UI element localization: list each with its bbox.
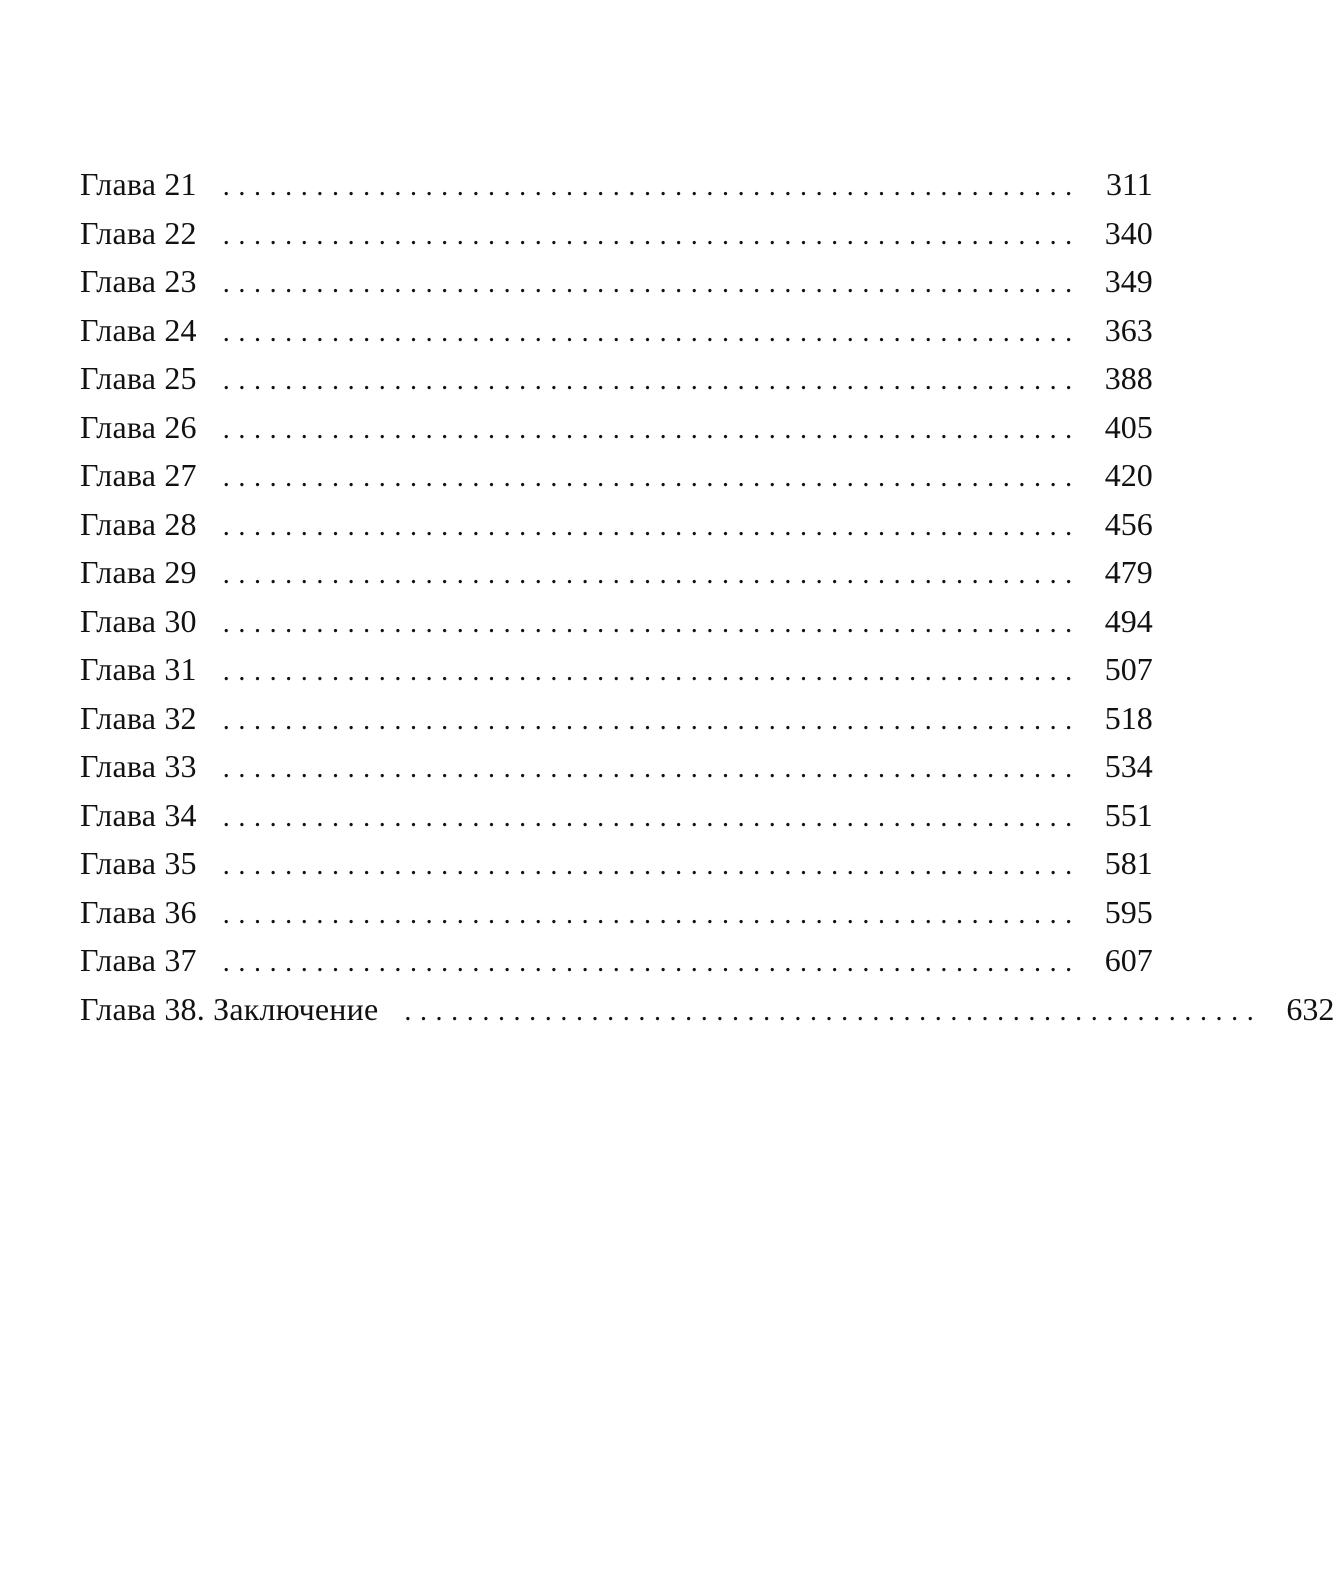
toc-entry	[80, 748, 1153, 797]
dot-leader: .......................................................	[222, 898, 1081, 930]
page-number: 456	[1104, 505, 1153, 542]
chapter-title: Глава 24	[80, 311, 197, 348]
page-number: 632	[1286, 990, 1334, 1027]
toc-entry	[80, 942, 1153, 991]
chapter-title: Глава 36	[80, 893, 197, 930]
dot-leader: .......................................................	[222, 753, 1081, 784]
page-number: 311	[1105, 166, 1153, 202]
chapter-title: Глава 37	[80, 942, 197, 978]
page-number: 518	[1104, 699, 1153, 736]
dot-leader: .......................................................	[222, 559, 1081, 590]
dot-leader: .......................................................	[222, 850, 1081, 881]
toc-entry	[80, 457, 1153, 506]
chapter-title: Глава 33	[80, 748, 197, 784]
dot-leader: .......................................................	[222, 365, 1081, 396]
page-number: 595	[1104, 893, 1153, 930]
toc-entry	[80, 554, 1153, 603]
page-number: 507	[1104, 651, 1153, 687]
dot-leader: .......................................................	[222, 510, 1081, 542]
table-of-contents	[80, 166, 1334, 1039]
page-number: 607	[1104, 942, 1153, 978]
toc-entry	[80, 166, 1153, 215]
dot-leader: .......................................................	[222, 801, 1081, 833]
dot-leader: .......................................................	[222, 413, 1081, 445]
toc-entry	[80, 360, 1153, 409]
chapter-title: Глава 30	[80, 602, 197, 639]
toc-entry	[80, 505, 1153, 555]
chapter-title: Глава 25	[80, 360, 197, 396]
page-number: 494	[1104, 602, 1153, 639]
toc-entry	[80, 651, 1153, 700]
toc-entry	[80, 214, 1153, 264]
dot-leader: .......................................................	[222, 268, 1081, 299]
toc-entry	[80, 845, 1153, 894]
page-number: 581	[1104, 845, 1153, 881]
dot-leader: .......................................................	[222, 219, 1081, 251]
chapter-title: Глава 21	[80, 166, 197, 202]
page-number: 479	[1104, 554, 1153, 590]
page-number: 534	[1104, 748, 1153, 784]
chapter-title: Глава 23	[80, 263, 197, 299]
toc-entry	[80, 796, 1153, 846]
dot-leader: .......................................................	[222, 656, 1081, 687]
dot-leader: .......................................................	[222, 947, 1081, 978]
chapter-title: Глава 29	[80, 554, 197, 590]
page-number: 340	[1104, 214, 1153, 251]
toc-entry	[80, 311, 1153, 361]
chapter-title: Глава 28	[80, 505, 197, 542]
dot-leader: .......................................................	[222, 462, 1081, 493]
dot-leader: .......................................................	[404, 995, 1263, 1027]
page-number: 349	[1104, 263, 1153, 299]
toc-entry	[80, 263, 1153, 312]
dot-leader: .......................................................	[222, 607, 1081, 639]
dot-leader: .......................................................	[222, 171, 1081, 202]
toc-entry	[80, 408, 1153, 458]
chapter-title: Глава 34	[80, 796, 197, 833]
chapter-title: Глава 32	[80, 699, 197, 736]
dot-leader: .......................................................	[222, 704, 1081, 736]
toc-entry	[80, 893, 1153, 943]
chapter-title: Глава 26	[80, 408, 197, 445]
page-number: 420	[1104, 457, 1153, 493]
toc-entry	[80, 990, 1334, 1040]
page-number: 405	[1104, 408, 1153, 445]
chapter-title: Глава 22	[80, 214, 197, 251]
page-number: 551	[1104, 796, 1153, 833]
chapter-title: Глава 31	[80, 651, 197, 687]
page-number: 363	[1104, 311, 1153, 348]
dot-leader: .......................................................	[222, 316, 1081, 348]
toc-entry	[80, 602, 1153, 652]
chapter-title: Глава 27	[80, 457, 197, 493]
chapter-title: Глава 38. Заключение	[80, 990, 379, 1027]
toc-entry	[80, 699, 1153, 749]
page-number: 388	[1104, 360, 1153, 396]
chapter-title: Глава 35	[80, 845, 197, 881]
